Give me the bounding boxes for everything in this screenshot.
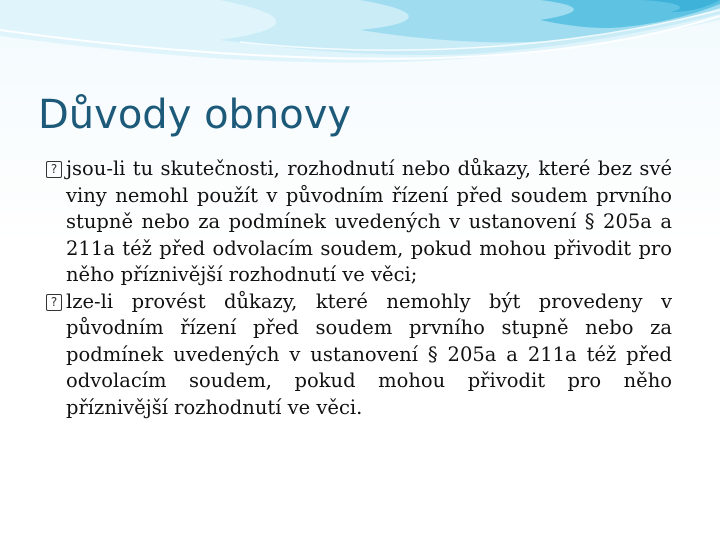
bullet-text: jsou-li tu skutečnosti, rozhodnutí nebo důkazy, které bez své viny nemohl použít v původním řízení před soudem prvního stupně nebo za podmínek uvedených v ustanovení § 205a a 211a též před odvolacím soudem, pokud mohou přivodit pro něho příznivější rozhodnutí ve věci; [66,157,672,286]
bullet-item-2 [46,289,672,422]
slide-title: Důvody obnovy [38,92,352,138]
bullet-list [46,156,672,421]
missing-glyph-icon: ? [46,161,62,178]
bullet-item-1 [46,156,672,289]
bullet-text: lze-li provést důkazy, které nemohly být provedeny v původním řízení před soudem prvního stupně nebo za podmínek uvedených v ustanovení § 205a a 211a též před odvolacím soudem, pokud mohou přivodit pro něho příznivější rozhodnutí ve věci. [66,289,672,419]
missing-glyph-icon: ? [46,294,62,311]
header-wave-decoration [0,0,720,90]
